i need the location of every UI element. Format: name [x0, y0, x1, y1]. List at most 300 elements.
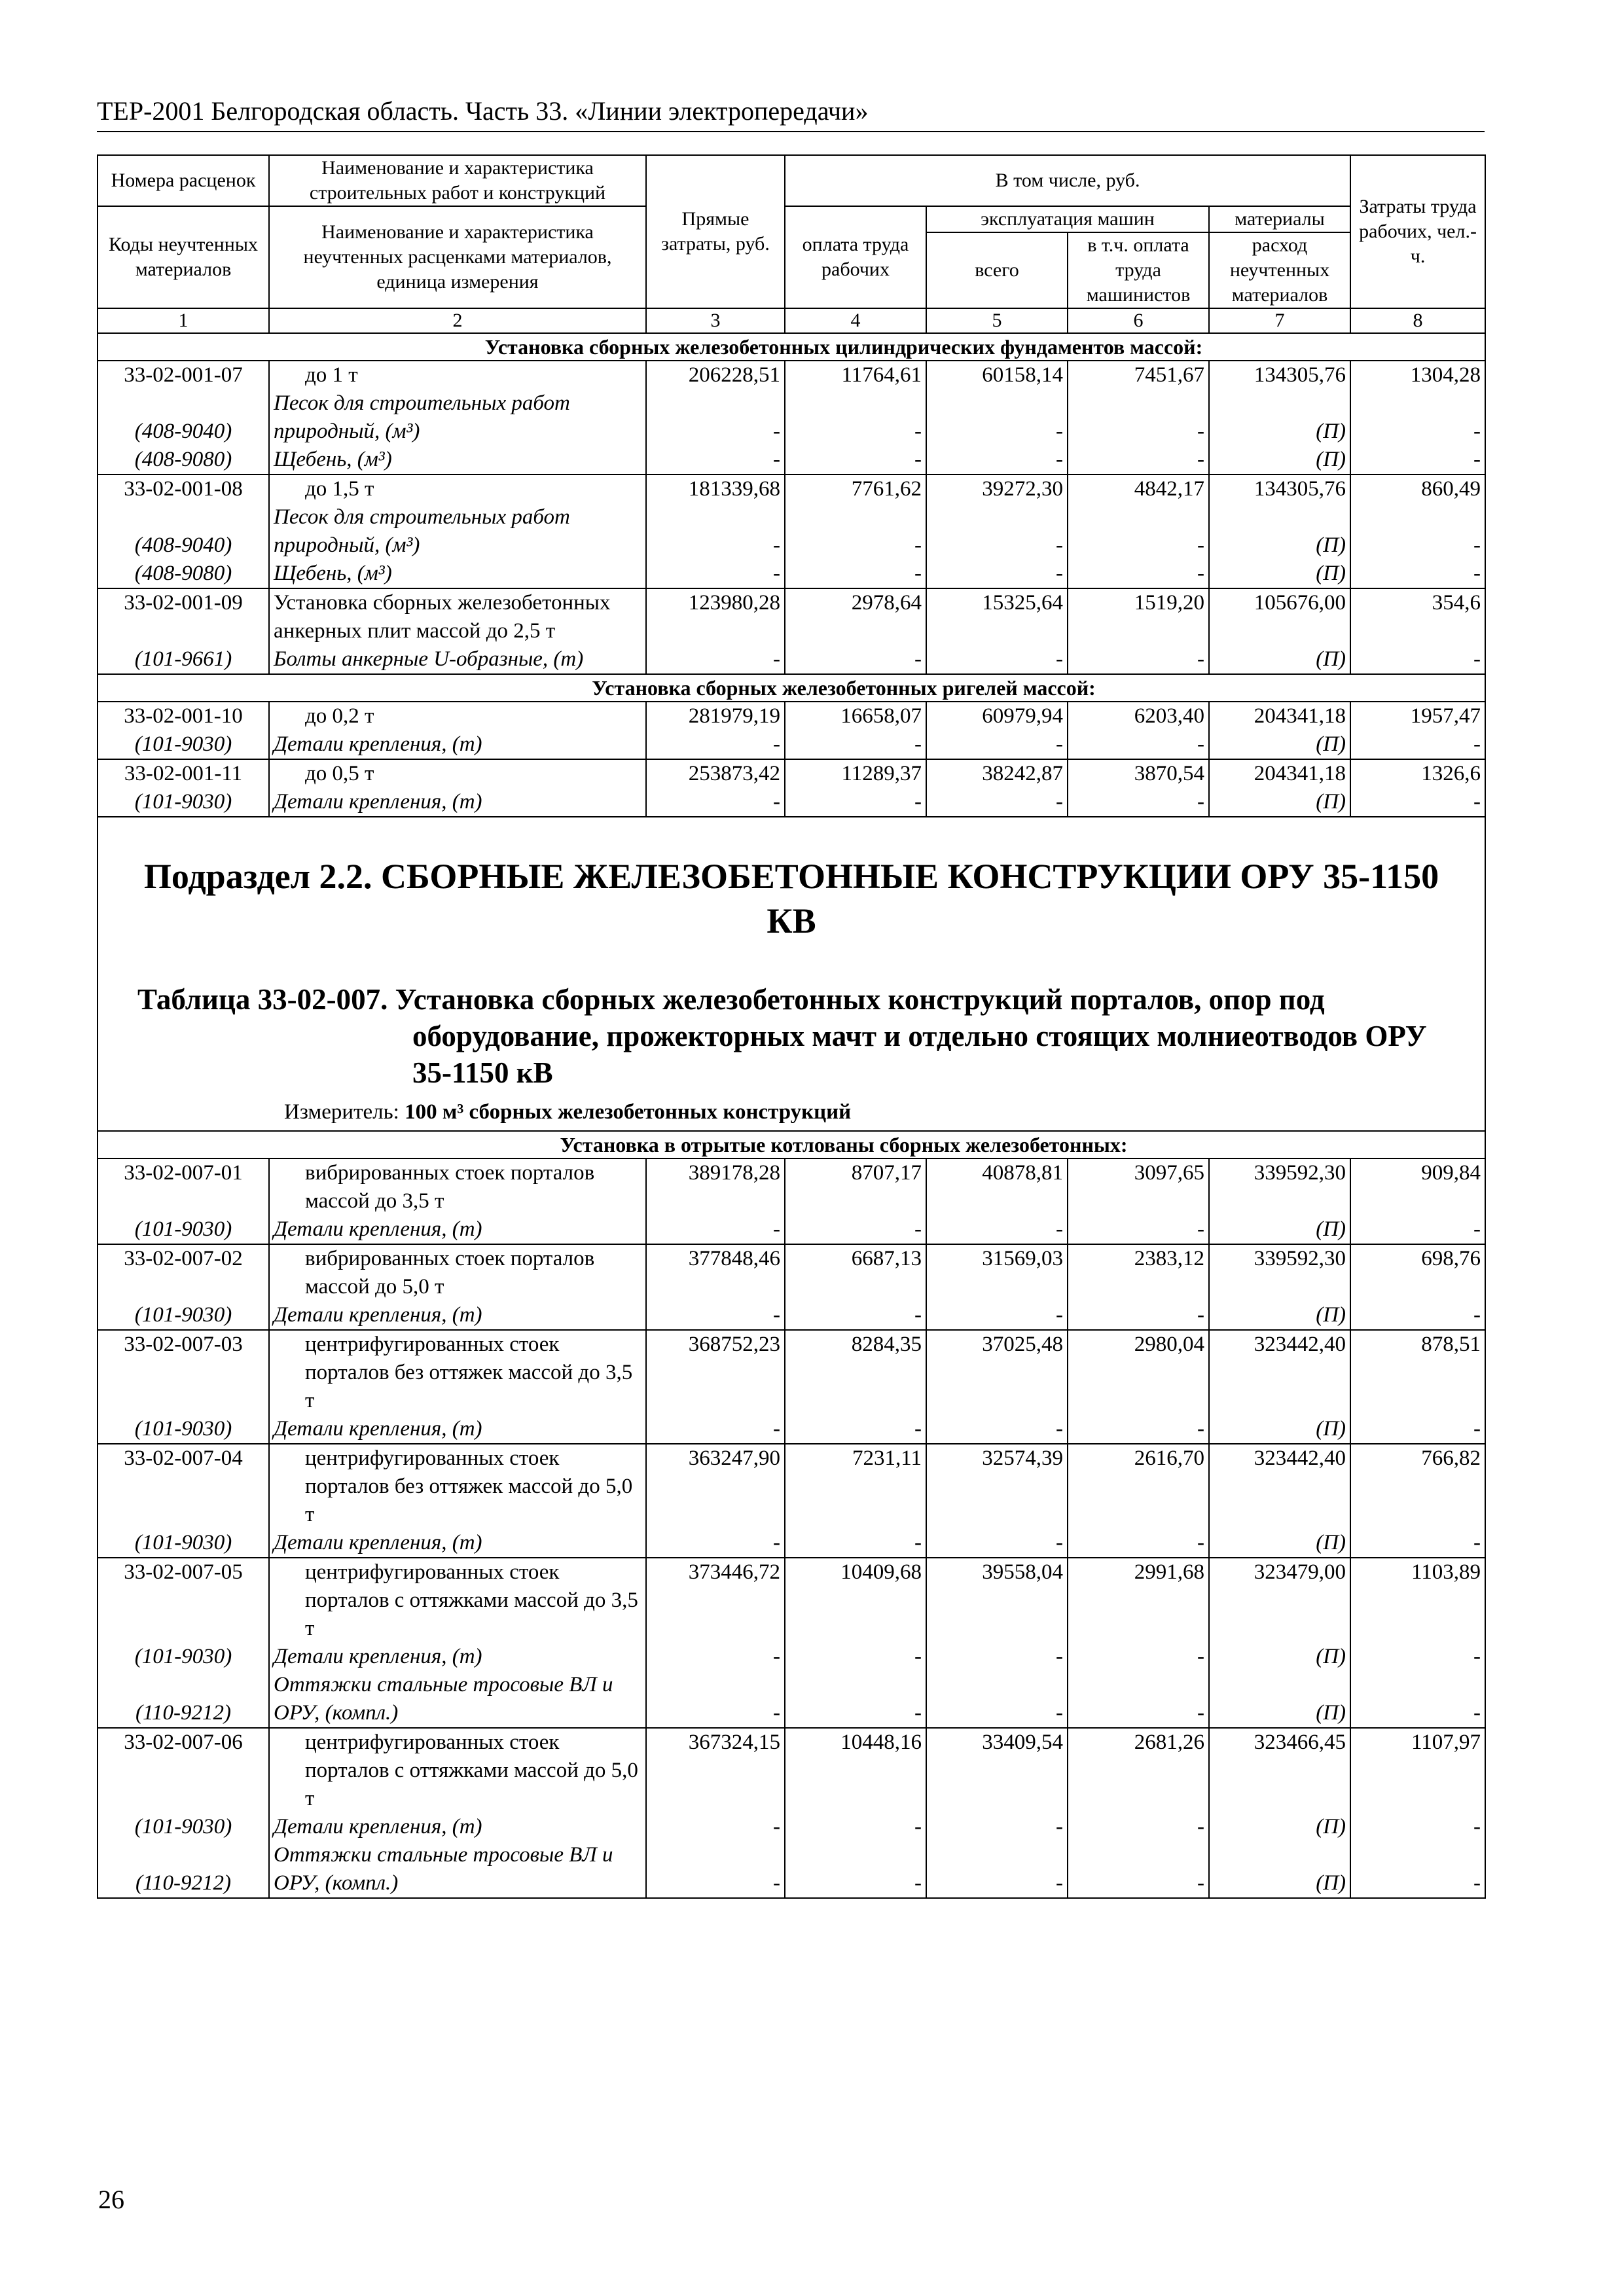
dash: - — [914, 732, 922, 756]
value-cell — [785, 1330, 926, 1444]
dash: - — [1056, 732, 1063, 756]
meter-value: 100 м³ сборных железобетонных конструкций — [405, 1100, 852, 1124]
table-title: Таблица 33-02-007. Установка сборных железобетонных конструкций порталов, опор под оборудование, прожекторных мачт и отдельно стоящих молниеотводов ОРУ 35-1150 кВ — [137, 983, 1427, 1089]
col-header-name-top: Наименование и характеристика строительных работ и конструкций — [269, 155, 646, 206]
value-cell — [1068, 759, 1209, 817]
value-cell — [1350, 1244, 1485, 1330]
rate-code-cell — [98, 1244, 269, 1330]
value-cell — [1068, 1244, 1209, 1330]
value-cell — [926, 1444, 1068, 1558]
rate-name-cell — [269, 588, 646, 674]
material-name: Болты анкерные U-образные, (т) — [274, 647, 584, 671]
dash: - — [1473, 1815, 1481, 1839]
rate-code-cell — [98, 1330, 269, 1444]
dash: - — [1197, 562, 1204, 585]
material-mark: (П) — [1316, 1303, 1346, 1327]
rate-code-cell — [98, 1444, 269, 1558]
value-cell — [646, 361, 785, 475]
material-mark: (П) — [1316, 732, 1346, 756]
value: 698,76 — [1421, 1247, 1481, 1270]
rate-name: центрифугированных стоек порталов с оттяжками массой до 3,5 т — [305, 1560, 638, 1640]
col-header-machines: эксплуатация машин — [926, 206, 1209, 232]
group-row — [98, 1131, 1485, 1158]
value-cell — [1350, 759, 1485, 817]
dash: - — [773, 448, 780, 471]
dash: - — [773, 1417, 780, 1441]
value-cell — [646, 1728, 785, 1898]
material-name: Детали крепления, (т) — [274, 732, 482, 756]
material-code: (101-9030) — [134, 790, 232, 814]
rate-name: вибрированных стоек порталов массой до 5,0 т — [305, 1247, 595, 1299]
dash: - — [914, 1701, 922, 1725]
rate-code-cell — [98, 1558, 269, 1728]
dash: - — [773, 1645, 780, 1668]
value: 60158,14 — [982, 363, 1063, 387]
column-number: 5 — [926, 308, 1068, 333]
value-cell — [1209, 1444, 1350, 1558]
dash: - — [1473, 1303, 1481, 1327]
value: 281979,19 — [688, 704, 780, 728]
value-cell — [1209, 588, 1350, 674]
dash: - — [914, 1871, 922, 1895]
dash: - — [773, 1217, 780, 1241]
value: 1957,47 — [1410, 704, 1481, 728]
rate-name-cell — [269, 759, 646, 817]
material-name: Детали крепления, (т) — [274, 1815, 482, 1839]
dash: - — [914, 562, 922, 585]
material-name: Песок для строительных работ природный, (м³) — [274, 391, 570, 443]
material-mark: (П) — [1316, 562, 1346, 585]
dash: - — [1473, 1645, 1481, 1668]
value: 323442,40 — [1254, 1333, 1346, 1356]
rate-code: 33-02-007-03 — [124, 1333, 243, 1356]
value-cell — [1209, 361, 1350, 475]
rate-row — [98, 1330, 1485, 1444]
value-cell — [646, 759, 785, 817]
value: 8707,17 — [851, 1161, 922, 1185]
dash: - — [914, 1417, 922, 1441]
meter-line — [98, 1098, 1485, 1126]
col-header-codes-bottom: Коды неучтенных материалов — [98, 206, 269, 308]
rate-code: 33-02-007-05 — [124, 1560, 243, 1584]
column-number: 6 — [1068, 308, 1209, 333]
group-cell — [98, 674, 1485, 702]
dash: - — [1056, 1531, 1063, 1554]
value: 367324,15 — [688, 1731, 780, 1754]
dash: - — [1056, 790, 1063, 814]
col-header-materials: материалы — [1209, 206, 1350, 232]
value-cell — [1209, 1244, 1350, 1330]
value: 10409,68 — [840, 1560, 922, 1584]
value: 15325,64 — [982, 591, 1063, 615]
dash: - — [914, 533, 922, 557]
dash: - — [773, 732, 780, 756]
material-code: (110-9212) — [135, 1701, 232, 1725]
value: 16658,07 — [840, 704, 922, 728]
value-cell — [1068, 702, 1209, 759]
dash: - — [1473, 533, 1481, 557]
value: 204341,18 — [1254, 762, 1346, 785]
value: 2681,26 — [1134, 1731, 1204, 1754]
material-mark: (П) — [1316, 1815, 1346, 1839]
rate-code-cell — [98, 475, 269, 588]
material-name: Детали крепления, (т) — [274, 1645, 482, 1668]
rate-code-cell — [98, 588, 269, 674]
rate-name: вибрированных стоек порталов массой до 3,5 т — [305, 1161, 595, 1213]
value: 2383,12 — [1134, 1247, 1204, 1270]
material-code: (101-9030) — [134, 1815, 232, 1839]
value-cell — [926, 361, 1068, 475]
value-cell — [785, 475, 926, 588]
dash: - — [773, 562, 780, 585]
value-cell — [646, 1244, 785, 1330]
value: 354,6 — [1432, 591, 1481, 615]
value-cell — [1068, 1330, 1209, 1444]
group-title: Установка в отрытые котлованы сборных железобетонных: — [560, 1133, 1128, 1157]
rate-code: 33-02-001-11 — [124, 762, 243, 785]
value: 3870,54 — [1134, 762, 1204, 785]
value: 373446,72 — [688, 1560, 780, 1584]
rate-code: 33-02-007-06 — [124, 1731, 243, 1754]
dash: - — [1197, 1531, 1204, 1554]
value: 2991,68 — [1134, 1560, 1204, 1584]
rate-name: до 1,5 т — [305, 477, 374, 501]
value-cell — [926, 1158, 1068, 1244]
dash: - — [1473, 1871, 1481, 1895]
value: 7761,62 — [851, 477, 922, 501]
dash: - — [773, 420, 780, 443]
value-cell — [1209, 1558, 1350, 1728]
rate-row — [98, 1244, 1485, 1330]
value: 2978,64 — [851, 591, 922, 615]
dash: - — [1473, 1531, 1481, 1554]
value-cell — [926, 1728, 1068, 1898]
meter-label: Измеритель: — [284, 1100, 399, 1124]
value-cell — [926, 1330, 1068, 1444]
dash: - — [1197, 420, 1204, 443]
dash: - — [1473, 1217, 1481, 1241]
dash: - — [773, 1531, 780, 1554]
material-name: Детали крепления, (т) — [274, 1303, 482, 1327]
value: 860,49 — [1421, 477, 1481, 501]
value-cell — [646, 475, 785, 588]
subsection-title: Подраздел 2.2. СБОРНЫЕ ЖЕЛЕЗОБЕТОННЫЕ КОНСТРУКЦИИ ОРУ 35-1150 КВ — [143, 857, 1439, 941]
value-cell — [1209, 1330, 1350, 1444]
rate-name-cell — [269, 1558, 646, 1728]
value-cell — [926, 588, 1068, 674]
material-mark: (П) — [1316, 1217, 1346, 1241]
table-body-portals — [98, 1131, 1485, 1898]
value-cell — [785, 1444, 926, 1558]
value-cell — [1209, 475, 1350, 588]
value: 363247,90 — [688, 1446, 780, 1470]
rate-code-cell — [98, 1158, 269, 1244]
rate-row — [98, 759, 1485, 817]
rate-name-cell — [269, 1444, 646, 1558]
col-header-machinist-pay: в т.ч. оплата труда машинистов — [1068, 232, 1209, 308]
value-cell — [926, 759, 1068, 817]
dash: - — [1197, 647, 1204, 671]
dash: - — [1056, 647, 1063, 671]
material-code: (408-9040) — [134, 533, 232, 557]
value: 10448,16 — [840, 1731, 922, 1754]
value-cell — [1350, 1330, 1485, 1444]
value-cell — [646, 588, 785, 674]
rate-name-cell — [269, 702, 646, 759]
material-name: Щебень, (м³) — [274, 448, 392, 471]
dash: - — [914, 790, 922, 814]
value: 377848,46 — [688, 1247, 780, 1270]
dash: - — [1056, 420, 1063, 443]
rate-code: 33-02-007-01 — [124, 1161, 243, 1185]
dash: - — [1197, 790, 1204, 814]
material-name: Оттяжки стальные тросовые ВЛ и ОРУ, (компл.) — [274, 1843, 613, 1895]
value: 7231,11 — [852, 1446, 922, 1470]
col-header-direct-costs: Прямые затраты, руб. — [646, 155, 785, 308]
rate-name-cell — [269, 1158, 646, 1244]
rate-row — [98, 702, 1485, 759]
value-cell — [646, 1444, 785, 1558]
material-name: Детали крепления, (т) — [274, 1417, 482, 1441]
value-cell — [646, 1558, 785, 1728]
material-code: (408-9040) — [134, 420, 232, 443]
col-header-unaccounted-materials: расход неучтенных материалов — [1209, 232, 1350, 308]
value-cell — [785, 702, 926, 759]
dash: - — [1056, 1645, 1063, 1668]
rate-name-cell — [269, 475, 646, 588]
value: 11289,37 — [841, 762, 922, 785]
value-cell — [1209, 1158, 1350, 1244]
column-numbers-row — [98, 308, 1485, 333]
material-mark: (П) — [1316, 448, 1346, 471]
rate-name-cell — [269, 1244, 646, 1330]
page-number: 26 — [98, 2185, 124, 2214]
material-mark: (П) — [1316, 1701, 1346, 1725]
value: 1103,89 — [1411, 1560, 1481, 1584]
dash: - — [1056, 533, 1063, 557]
material-name: Песок для строительных работ природный, (м³) — [274, 505, 570, 557]
value: 6687,13 — [851, 1247, 922, 1270]
rate-row — [98, 1158, 1485, 1244]
material-mark: (П) — [1316, 533, 1346, 557]
dash: - — [1197, 1815, 1204, 1839]
value-cell — [926, 475, 1068, 588]
value-cell — [785, 1728, 926, 1898]
dash: - — [773, 533, 780, 557]
value: 7451,67 — [1134, 363, 1204, 387]
dash: - — [1197, 1217, 1204, 1241]
dash: - — [1056, 1871, 1063, 1895]
value: 323442,40 — [1254, 1446, 1346, 1470]
dash: - — [773, 1303, 780, 1327]
material-code: (110-9212) — [135, 1871, 232, 1895]
dash: - — [1197, 732, 1204, 756]
value-cell — [1068, 1558, 1209, 1728]
value: 105676,00 — [1254, 591, 1346, 615]
value-cell — [785, 1158, 926, 1244]
rate-code-cell — [98, 759, 269, 817]
dash: - — [914, 1531, 922, 1554]
value: 39272,30 — [982, 477, 1063, 501]
dash: - — [1473, 732, 1481, 756]
value: 2616,70 — [1134, 1446, 1204, 1470]
value: 206228,51 — [688, 363, 780, 387]
rate-code: 33-02-001-09 — [124, 591, 243, 615]
material-code: (101-9661) — [134, 647, 232, 671]
rate-row — [98, 1558, 1485, 1728]
value-cell — [926, 1244, 1068, 1330]
value: 134305,76 — [1254, 363, 1346, 387]
dash: - — [1197, 448, 1204, 471]
value-cell — [785, 588, 926, 674]
value: 909,84 — [1421, 1161, 1481, 1185]
rate-row — [98, 1444, 1485, 1558]
value: 339592,30 — [1254, 1247, 1346, 1270]
col-header-worker-pay: оплата труда рабочих — [785, 206, 926, 308]
dash: - — [914, 1217, 922, 1241]
material-mark: (П) — [1316, 420, 1346, 443]
dash: - — [773, 1701, 780, 1725]
dash: - — [1056, 1303, 1063, 1327]
value: 6203,40 — [1134, 704, 1204, 728]
value: 31569,03 — [982, 1247, 1063, 1270]
rate-code: 33-02-007-04 — [124, 1446, 243, 1470]
value-cell — [1209, 759, 1350, 817]
column-number: 7 — [1209, 308, 1350, 333]
value-cell — [646, 1158, 785, 1244]
material-code: (101-9030) — [134, 732, 232, 756]
rate-name: Установка сборных железобетонных анкерных плит массой до 2,5 т — [274, 591, 611, 643]
material-mark: (П) — [1316, 1645, 1346, 1668]
dash: - — [914, 448, 922, 471]
value-cell — [926, 1558, 1068, 1728]
value: 204341,18 — [1254, 704, 1346, 728]
dash: - — [1197, 533, 1204, 557]
value: 878,51 — [1421, 1333, 1481, 1356]
value-cell — [1068, 1158, 1209, 1244]
rate-name-cell — [269, 361, 646, 475]
dash: - — [914, 647, 922, 671]
dash: - — [1197, 1701, 1204, 1725]
material-mark: (П) — [1316, 1871, 1346, 1895]
dash: - — [1473, 790, 1481, 814]
material-name: Оттяжки стальные тросовые ВЛ и ОРУ, (компл.) — [274, 1673, 613, 1725]
col-header-machines-total: всего — [926, 232, 1068, 308]
value-cell — [1350, 1558, 1485, 1728]
rate-name: центрифугированных стоек порталов без оттяжек массой до 5,0 т — [305, 1446, 633, 1526]
dash: - — [1056, 448, 1063, 471]
dash: - — [1056, 1217, 1063, 1241]
value-cell — [646, 1330, 785, 1444]
section-block — [98, 817, 1485, 1131]
material-code: (101-9030) — [134, 1417, 232, 1441]
material-code: (101-9030) — [134, 1303, 232, 1327]
table-header — [98, 155, 1485, 333]
value: 181339,68 — [688, 477, 780, 501]
dash: - — [914, 1815, 922, 1839]
value-cell — [926, 702, 1068, 759]
column-number: 1 — [98, 308, 269, 333]
material-code: (101-9030) — [134, 1217, 232, 1241]
value: 134305,76 — [1254, 477, 1346, 501]
material-name: Детали крепления, (т) — [274, 790, 482, 814]
value-cell — [1350, 702, 1485, 759]
value: 37025,48 — [982, 1333, 1063, 1356]
column-number: 2 — [269, 308, 646, 333]
rate-code-cell — [98, 702, 269, 759]
col-header-including: В том числе, руб. — [785, 155, 1350, 206]
rate-row — [98, 1728, 1485, 1898]
value: 60979,94 — [982, 704, 1063, 728]
value: 39558,04 — [982, 1560, 1063, 1584]
value-cell — [1068, 475, 1209, 588]
dash: - — [1197, 1417, 1204, 1441]
group-row — [98, 333, 1485, 361]
material-mark: (П) — [1316, 790, 1346, 814]
material-mark: (П) — [1316, 1417, 1346, 1441]
page-header: ТЕР-2001 Белгородская область. Часть 33. «Линии электропередачи» — [97, 92, 1485, 132]
value: 2980,04 — [1134, 1333, 1204, 1356]
value: 4842,17 — [1134, 477, 1204, 501]
value: 11764,61 — [841, 363, 922, 387]
value-cell — [1068, 588, 1209, 674]
rate-row — [98, 588, 1485, 674]
value: 368752,23 — [688, 1333, 780, 1356]
rate-name-cell — [269, 1728, 646, 1898]
col-header-name-bottom: Наименование и характеристика неучтенных расценками материалов, единица измерения — [269, 206, 646, 308]
value-cell — [1350, 361, 1485, 475]
col-header-codes-top: Номера расценок — [98, 155, 269, 206]
value-cell — [1068, 1444, 1209, 1558]
dash: - — [1473, 448, 1481, 471]
value: 1326,6 — [1421, 762, 1481, 785]
material-name: Детали крепления, (т) — [274, 1217, 482, 1241]
value: 766,82 — [1421, 1446, 1481, 1470]
column-number: 4 — [785, 308, 926, 333]
table-body-foundations — [98, 333, 1485, 817]
col-header-labor: Затраты труда рабочих, чел.-ч. — [1350, 155, 1485, 308]
column-number: 8 — [1350, 308, 1485, 333]
rate-row — [98, 361, 1485, 475]
value: 323479,00 — [1254, 1560, 1346, 1584]
value-cell — [1350, 1158, 1485, 1244]
dash: - — [1473, 420, 1481, 443]
value: 1519,20 — [1134, 591, 1204, 615]
value-cell — [785, 361, 926, 475]
group-title: Установка сборных железобетонных цилиндрических фундаментов массой: — [484, 335, 1203, 359]
value-cell — [785, 1244, 926, 1330]
rate-name: до 1 т — [305, 363, 358, 387]
column-number: 3 — [646, 308, 785, 333]
value: 32574,39 — [982, 1446, 1063, 1470]
dash: - — [1473, 562, 1481, 585]
rate-name: центрифугированных стоек порталов с оттяжками массой до 5,0 т — [305, 1731, 638, 1810]
value-cell — [1350, 1444, 1485, 1558]
value: 1107,97 — [1411, 1731, 1481, 1754]
dash: - — [914, 1303, 922, 1327]
material-code: (101-9030) — [134, 1531, 232, 1554]
value: 1304,28 — [1410, 363, 1481, 387]
value: 323466,45 — [1254, 1731, 1346, 1754]
material-code: (408-9080) — [134, 562, 232, 585]
dash: - — [773, 790, 780, 814]
rate-code-cell — [98, 1728, 269, 1898]
dash: - — [914, 420, 922, 443]
material-name: Детали крепления, (т) — [274, 1531, 482, 1554]
rate-code: 33-02-001-08 — [124, 477, 243, 501]
value-cell — [1350, 588, 1485, 674]
rate-name: до 0,2 т — [305, 704, 374, 728]
